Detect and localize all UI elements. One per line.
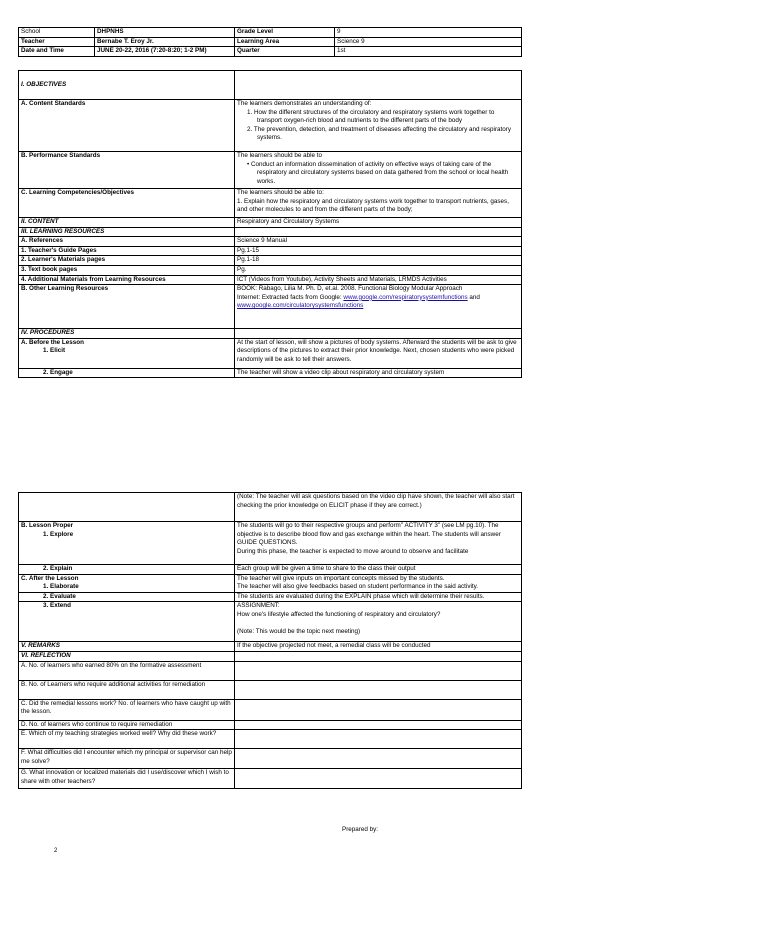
teachers-guide-value: Pg.1-15 [235, 246, 522, 256]
before-lesson-row [19, 338, 522, 368]
reflection-item: F. What difficulties did I encounter which my principal or supervisor can help me solve? [19, 749, 235, 769]
grade-level-value: 9 [335, 28, 522, 38]
school-value: DHPNHS [95, 28, 235, 38]
remarks-value: If the objective projected not meet, a remedial class will be conducted [235, 642, 522, 652]
competencies-row [19, 189, 522, 218]
evaluate-label: 2. Evaluate [43, 592, 76, 600]
competencies-label: C. Learning Competencies/Objectives [19, 189, 235, 218]
procedures-heading: IV. PROCEDURES [19, 329, 235, 339]
header-table [18, 27, 522, 57]
reflection-item-row [19, 749, 522, 769]
additional-materials-row [19, 275, 522, 285]
references-label: A. References [19, 237, 235, 247]
respiratory-link[interactable]: www.google.com/respiratorysystemfunctions [343, 293, 468, 301]
objectives-row [19, 71, 522, 100]
reflection-item: A. No. of learners who earned 80% on the formative assessment [19, 661, 235, 680]
content-row [19, 218, 522, 228]
additional-materials-value: ICT (Videos from Youtube), Activity Sheets and Materials, LRMDS Activities [235, 275, 522, 285]
quarter-label: Quarter [235, 47, 335, 57]
textbook-label: 3. Text book pages [19, 265, 235, 275]
assignment-note: (Note: This would be the topic next meeting) [237, 627, 361, 635]
header-row [19, 28, 522, 38]
reflection-item-row [19, 699, 522, 720]
reflection-item: C. Did the remedial lessons work? No. of learners who have caught up with the lesson. [19, 699, 235, 720]
reflection-item: B. No. of Learners who require additional activities for remediation [19, 680, 235, 699]
performance-standards-intro: The learners should be able to [237, 152, 323, 159]
learning-area-label: Learning Area [235, 37, 335, 47]
reflection-item-row [19, 661, 522, 680]
performance-standards-row [19, 152, 522, 189]
extend-row [19, 602, 522, 642]
engage-value: The teacher will show a video clip about respiratory and circulatory system [235, 368, 522, 378]
before-lesson-label: A. Before the Lesson [21, 338, 84, 346]
teacher-label: Teacher [19, 37, 95, 47]
remarks-row [19, 642, 522, 652]
content-value: Respiratory and Circulatory Systems [235, 218, 522, 228]
elicit-value: At the start of lesson, will show a pictures of body systems. Afterward the students will be ask to give descriptions of the pictures to extract their prior knowledge. Next, chosen students who were picked randomly will be ask to tell their answers. [235, 338, 522, 368]
internet-reference: Internet: Extracted facts from Google: [237, 293, 344, 301]
procedures-row [19, 329, 522, 339]
evaluate-value: The students are evaluated during the EXPLAIN phase which will determine their results. [235, 592, 522, 602]
book-reference: BOOK: Rabago, Lilia M. Ph. D, et.al. 2008. Functional Biology Modular Approach [237, 285, 463, 293]
other-resources-row [19, 285, 522, 329]
header-row [19, 37, 522, 47]
explore-label: 1. Explore [43, 530, 74, 538]
reflection-item-row [19, 730, 522, 749]
explore-note: During this phase, the teacher is expected to move around to observe and facilitate [237, 547, 469, 555]
elaborate-value-2: The teacher will also give feedbacks based on student performance in the said activity. [237, 583, 479, 591]
teachers-guide-label: 1. Teacher's Guide Pages [19, 246, 235, 256]
lesson-plan-table-page2 [18, 492, 522, 789]
engage-note-row [19, 493, 522, 522]
competencies-intro: The learners should be able to: [237, 189, 324, 196]
after-lesson-row [19, 574, 522, 592]
reflection-row [19, 651, 522, 661]
other-resources-label: B. Other Learning Resources [19, 285, 235, 329]
reflection-heading: VI. REFLECTION [19, 651, 235, 661]
textbook-row [19, 265, 522, 275]
date-time-value: JUNE 20-22, 2016 (7:20-8:20; 1-2 PM) [95, 47, 235, 57]
date-time-label: Date and Time [19, 47, 95, 57]
performance-standard-item: • Conduct an information dissemination of activity on effective ways of taking care of the respiratory and circulatory systems based on data gathered from the school or local health works. [247, 160, 509, 185]
extend-label: 3. Extend [43, 602, 71, 610]
objectives-heading: I. OBJECTIVES [19, 71, 235, 100]
prepared-by-label: Prepared by: [342, 826, 379, 833]
additional-materials-label: 4. Additional Materials from Learning Resources [19, 275, 235, 285]
school-label: School [19, 28, 95, 38]
competency-item: 1. Explain how the respiratory and circulatory systems work together to transport nutrients, gases, and other molecules to and from the different parts of the body; [237, 197, 509, 214]
quarter-value: 1st [335, 47, 522, 57]
content-standards-row [19, 100, 522, 152]
elicit-label: 1. Elicit [43, 347, 66, 355]
circulatory-link[interactable]: www.google.com/circulatorysystemsfunctions [237, 302, 364, 310]
learning-resources-heading: III. LEARNING RESOURCES [19, 227, 235, 237]
reflection-item: D. No. of learners who continue to require remediation [19, 720, 235, 730]
learners-materials-label: 2. Learner's Materials pages [19, 256, 235, 266]
engage-label: 2. Engage [43, 368, 73, 376]
grade-level-label: Grade Level [235, 28, 335, 38]
page-mark: 2 [54, 848, 58, 854]
assignment-label: ASSIGNMENT: [237, 602, 280, 610]
references-value: Science 9 Manual [235, 237, 522, 247]
content-standard-item: 2. The prevention, detection, and treatment of diseases affecting the circulatory and respiratory systems. [247, 125, 512, 142]
explain-label: 2. Explain [43, 565, 73, 572]
references-row [19, 237, 522, 247]
performance-standards-label: B. Performance Standards [19, 152, 235, 189]
explain-row [19, 565, 522, 575]
content-label: II. CONTENT [19, 218, 235, 228]
engage-note: (Note: The teacher will ask questions based on the video clip have shown, the teacher will also start checking the prior knowledge on ELICIT phase if they are correct.) [235, 493, 522, 522]
lesson-proper-row [19, 522, 522, 565]
content-standards-label: A. Content Standards [19, 100, 235, 152]
explore-value: The students will go to their respective groups and perform" ACTIVITY 3" (see LM pg.10). The objective is to describe blood flow and gas exchange within the heart. The students will answer GUIDE QUESTIONS. [237, 522, 501, 547]
explain-value: Each group will be given a time to share to the class their output [235, 565, 522, 575]
content-standard-item: 1. How the different structures of the circulatory and respiratory systems work together to transport oxygen-rich blood and nutrients to the different parts of the body [247, 108, 495, 125]
learners-materials-row [19, 256, 522, 266]
reflection-item: G. What innovation or localized materials did I use/discover which I wish to share with other teachers? [19, 769, 235, 789]
lesson-plan-table-page1 [18, 70, 522, 378]
elaborate-value: The teacher will give inputs on important concepts missed by the students. [237, 574, 445, 582]
remarks-label: V. REMARKS [19, 642, 235, 652]
textbook-value: Pg. [235, 265, 522, 275]
after-lesson-label: C. After the Lesson [21, 574, 79, 582]
elaborate-label: 1. Elaborate [43, 583, 79, 591]
reflection-item-row [19, 720, 522, 730]
lesson-proper-label: B. Lesson Proper [21, 522, 74, 529]
learners-materials-value: Pg.1-18 [235, 256, 522, 266]
reflection-item-row [19, 680, 522, 699]
assignment-question: How one's lifestyle affected the functioning of respiratory and circulatory? [237, 610, 441, 618]
engage-row [19, 368, 522, 378]
reflection-item-row [19, 769, 522, 789]
header-row [19, 47, 522, 57]
learning-area-value: Science 9 [335, 37, 522, 47]
reflection-item: E. Which of my teaching strategies worked well? Why did these work? [19, 730, 235, 749]
resources-row [19, 227, 522, 237]
evaluate-row [19, 592, 522, 602]
teacher-value: Bernabe T. Eroy Jr. [95, 37, 235, 47]
content-standards-intro: The learners demonstrates an understanding of: [237, 100, 372, 107]
teachers-guide-row [19, 246, 522, 256]
and-text: and [467, 293, 480, 301]
